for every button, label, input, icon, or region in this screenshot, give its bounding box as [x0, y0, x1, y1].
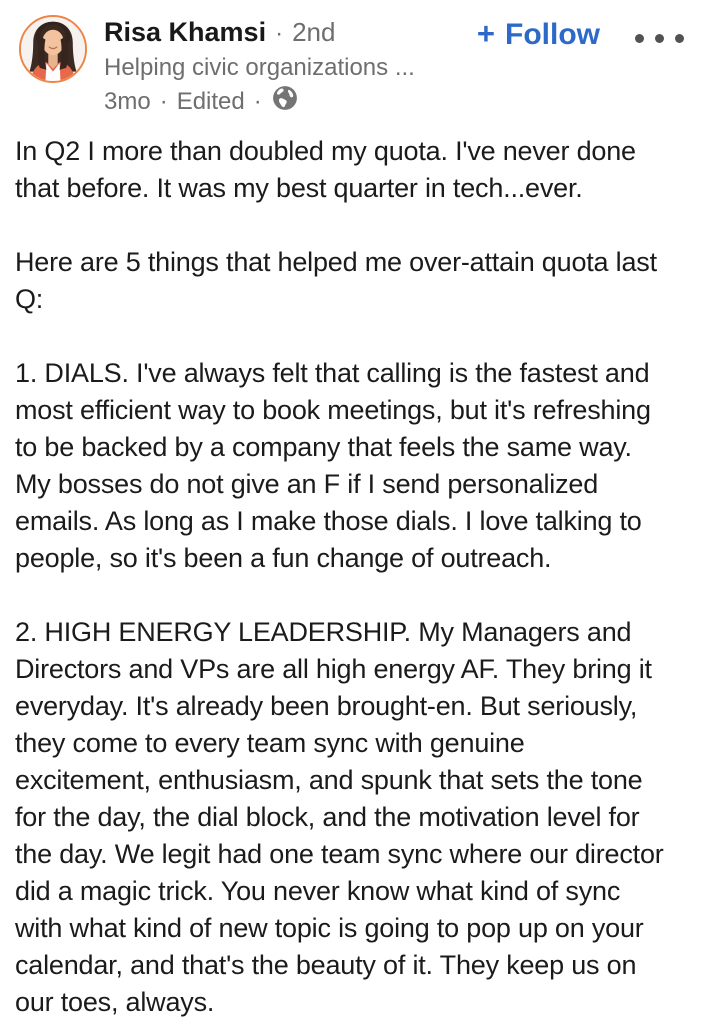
plus-icon: +	[476, 16, 496, 51]
ellipsis-dot	[635, 34, 644, 43]
avatar-portrait	[21, 17, 85, 81]
post-body	[15, 133, 688, 1021]
name-line	[104, 16, 415, 50]
post-paragraph: 2. HIGH ENERGY LEADERSHIP. My Managers and Directors and VPs are all high energy AF. They bring it everyday. It's already been brought-en. But seriously, they come to every team sync with genuine excitement, enthusiasm, and spunk that sets the tone for the day, the dial block, and the motivation level for the day. We legit had one team sync where our director did a magic trick. You never know what kind of sync with what kind of new topic is going to pop up on your calendar, and that's the beauty of it. They keep us on our toes, always.	[15, 617, 664, 1017]
post-paragraph: Here are 5 things that helped me over-attain quota last Q:	[15, 247, 657, 314]
follow-button[interactable]	[477, 17, 600, 52]
follow-label: Follow	[505, 18, 600, 51]
post-paragraph: 1. DIALS. I've always felt that calling is the fastest and most efficient way to book meetings, but it's refreshing to be backed by a company that feels the same way. My bosses do not give an F if I send personalized emails. As long as I make those dials. I love talking to people, so it's been a fun change of outreach.	[15, 358, 651, 573]
ellipsis-dot	[675, 34, 684, 43]
edited-label: Edited	[176, 88, 245, 115]
meta-separator: ·	[159, 88, 168, 115]
author-headline: Helping civic organizations ...	[104, 54, 415, 81]
meta-separator: ·	[253, 88, 262, 115]
author-name[interactable]: Risa Khamsi	[104, 17, 267, 47]
post-paragraph: In Q2 I more than doubled my quota. I've never done that before. It was my best quarter in tech...ever.	[15, 136, 636, 203]
ellipsis-dot	[655, 34, 664, 43]
degree-separator: ·	[275, 20, 284, 47]
post-age: 3mo	[104, 88, 151, 115]
globe-icon	[272, 85, 298, 119]
avatar[interactable]	[19, 15, 87, 83]
connection-degree: 2nd	[292, 17, 336, 47]
header-text	[104, 16, 415, 119]
overflow-menu-button[interactable]	[635, 34, 684, 43]
post-meta	[104, 85, 415, 119]
